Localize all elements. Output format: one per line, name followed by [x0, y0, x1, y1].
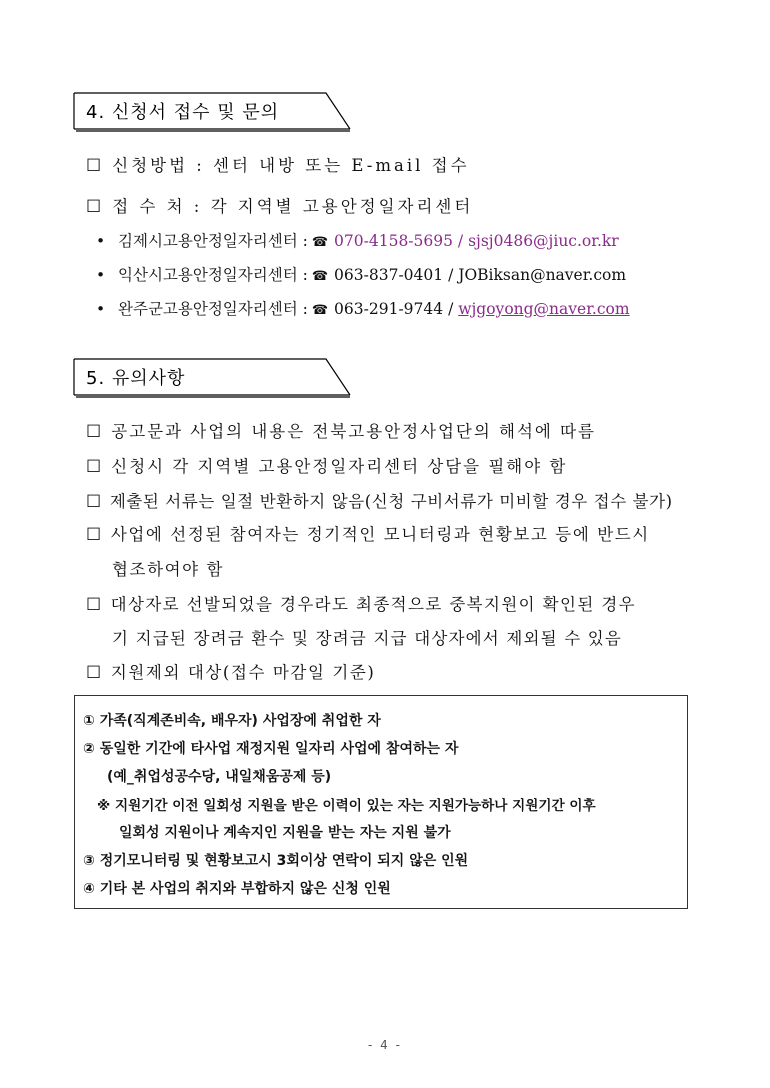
notice-item-5	[86, 591, 636, 615]
bullet-icon: •	[96, 266, 106, 284]
checkbox-icon: ☐	[86, 663, 103, 683]
bullet-icon: •	[96, 300, 106, 318]
application-method-text: 신청방법 : 센터 내방 또는 E-mail 접수	[112, 156, 470, 175]
center-row-iksan	[96, 263, 626, 285]
checkbox-icon: ☐	[86, 197, 105, 217]
exclusion-criteria-box	[74, 695, 688, 909]
center-name: 완주군고용안정일자리센터 :	[118, 300, 308, 318]
reception-place-item	[86, 193, 473, 217]
phone-icon: ☎	[311, 303, 329, 318]
notice-text: 대상자로 선발되었을 경우라도 최종적으로 중복지원이 확인된 경우	[110, 595, 637, 614]
checkbox-icon: ☐	[86, 457, 104, 477]
separator: /	[457, 232, 464, 250]
notice-item-4-continued: 협조하여야 함	[112, 560, 225, 579]
notice-text: 지원제외 대상(접수 마감일 기준)	[110, 663, 376, 682]
center-row-gimje	[96, 229, 619, 251]
exclusion-line-3: ③ 정기모니터링 및 현황보고시 3회이상 연락이 되지 않은 인원	[83, 853, 469, 869]
exclusion-line-2: ② 동일한 기간에 타사업 재정지원 일자리 사업에 참여하는 자	[83, 741, 459, 757]
exclusion-line-2-example: (예_취업성공수당, 내일채움공제 등)	[107, 769, 332, 785]
application-method-item	[86, 152, 470, 176]
exclusion-note-continued: 일회성 지원이나 계속지인 지원을 받는 자는 지원 불가	[119, 825, 451, 841]
notice-item-5-continued: 기 지급된 장려금 환수 및 장려금 지급 대상자에서 제외될 수 있음	[112, 629, 623, 648]
exclusion-line-1: ① 가족(직계존비속, 배우자) 사업장에 취업한 자	[83, 713, 381, 729]
notice-item-6	[86, 659, 375, 683]
notice-item-4	[86, 521, 650, 545]
separator: /	[448, 300, 454, 318]
bullet-icon: •	[96, 232, 106, 250]
checkbox-icon: ☐	[86, 156, 105, 176]
center-name: 익산시고용안정일자리센터 :	[118, 266, 308, 284]
notice-text: 신청시 각 지역별 고용안정일자리센터 상담을 필해야 함	[111, 457, 568, 476]
center-email[interactable]: sjsj0486@jiuc.or.kr	[468, 232, 619, 250]
checkbox-icon: ☐	[86, 525, 103, 545]
center-phone: 070-4158-5695	[334, 232, 453, 250]
reception-place-text: 접 수 처 : 각 지역별 고용안정일자리센터	[112, 197, 474, 216]
phone-icon: ☎	[311, 269, 329, 284]
exclusion-line-4: ④ 기타 본 사업의 취지와 부합하지 않은 신청 인원	[83, 881, 391, 897]
center-email[interactable]: JOBiksan@naver.com	[458, 266, 627, 284]
checkbox-icon: ☐	[86, 422, 104, 442]
center-phone: 063-291-9744	[334, 300, 444, 318]
phone-icon: ☎	[311, 235, 329, 250]
checkbox-icon: ☐	[86, 595, 103, 615]
center-email-link[interactable]: wjgoyong@naver.com	[458, 300, 630, 318]
notice-text: 제출된 서류는 일절 반환하지 않음(신청 구비서류가 미비할 경우 접수 불가)	[109, 492, 673, 511]
notice-item-1	[86, 418, 596, 442]
notice-item-2	[86, 453, 567, 477]
checkbox-icon: ☐	[86, 492, 102, 512]
separator: /	[448, 266, 454, 284]
notice-text: 공고문과 사업의 내용은 전북고용안정사업단의 해석에 따름	[111, 422, 596, 441]
page-number: - 4 -	[368, 1038, 402, 1052]
notice-item-3	[86, 488, 673, 512]
center-row-wanju	[96, 297, 630, 319]
section-5-header	[72, 358, 352, 398]
section-4-title: 4. 신청서 접수 및 문의	[86, 102, 280, 123]
exclusion-note: ※ 지원기간 이전 일회성 지원을 받은 이력이 있는 자는 지원가능하나 지원기간 이후	[97, 798, 596, 814]
center-name: 김제시고용안정일자리센터 :	[118, 232, 308, 250]
center-phone: 063-837-0401	[334, 266, 444, 284]
section-4-header	[72, 92, 352, 132]
section-5-title: 5. 유의사항	[86, 368, 186, 389]
notice-text: 사업에 선정된 참여자는 정기적인 모니터링과 현황보고 등에 반드시	[110, 525, 650, 544]
